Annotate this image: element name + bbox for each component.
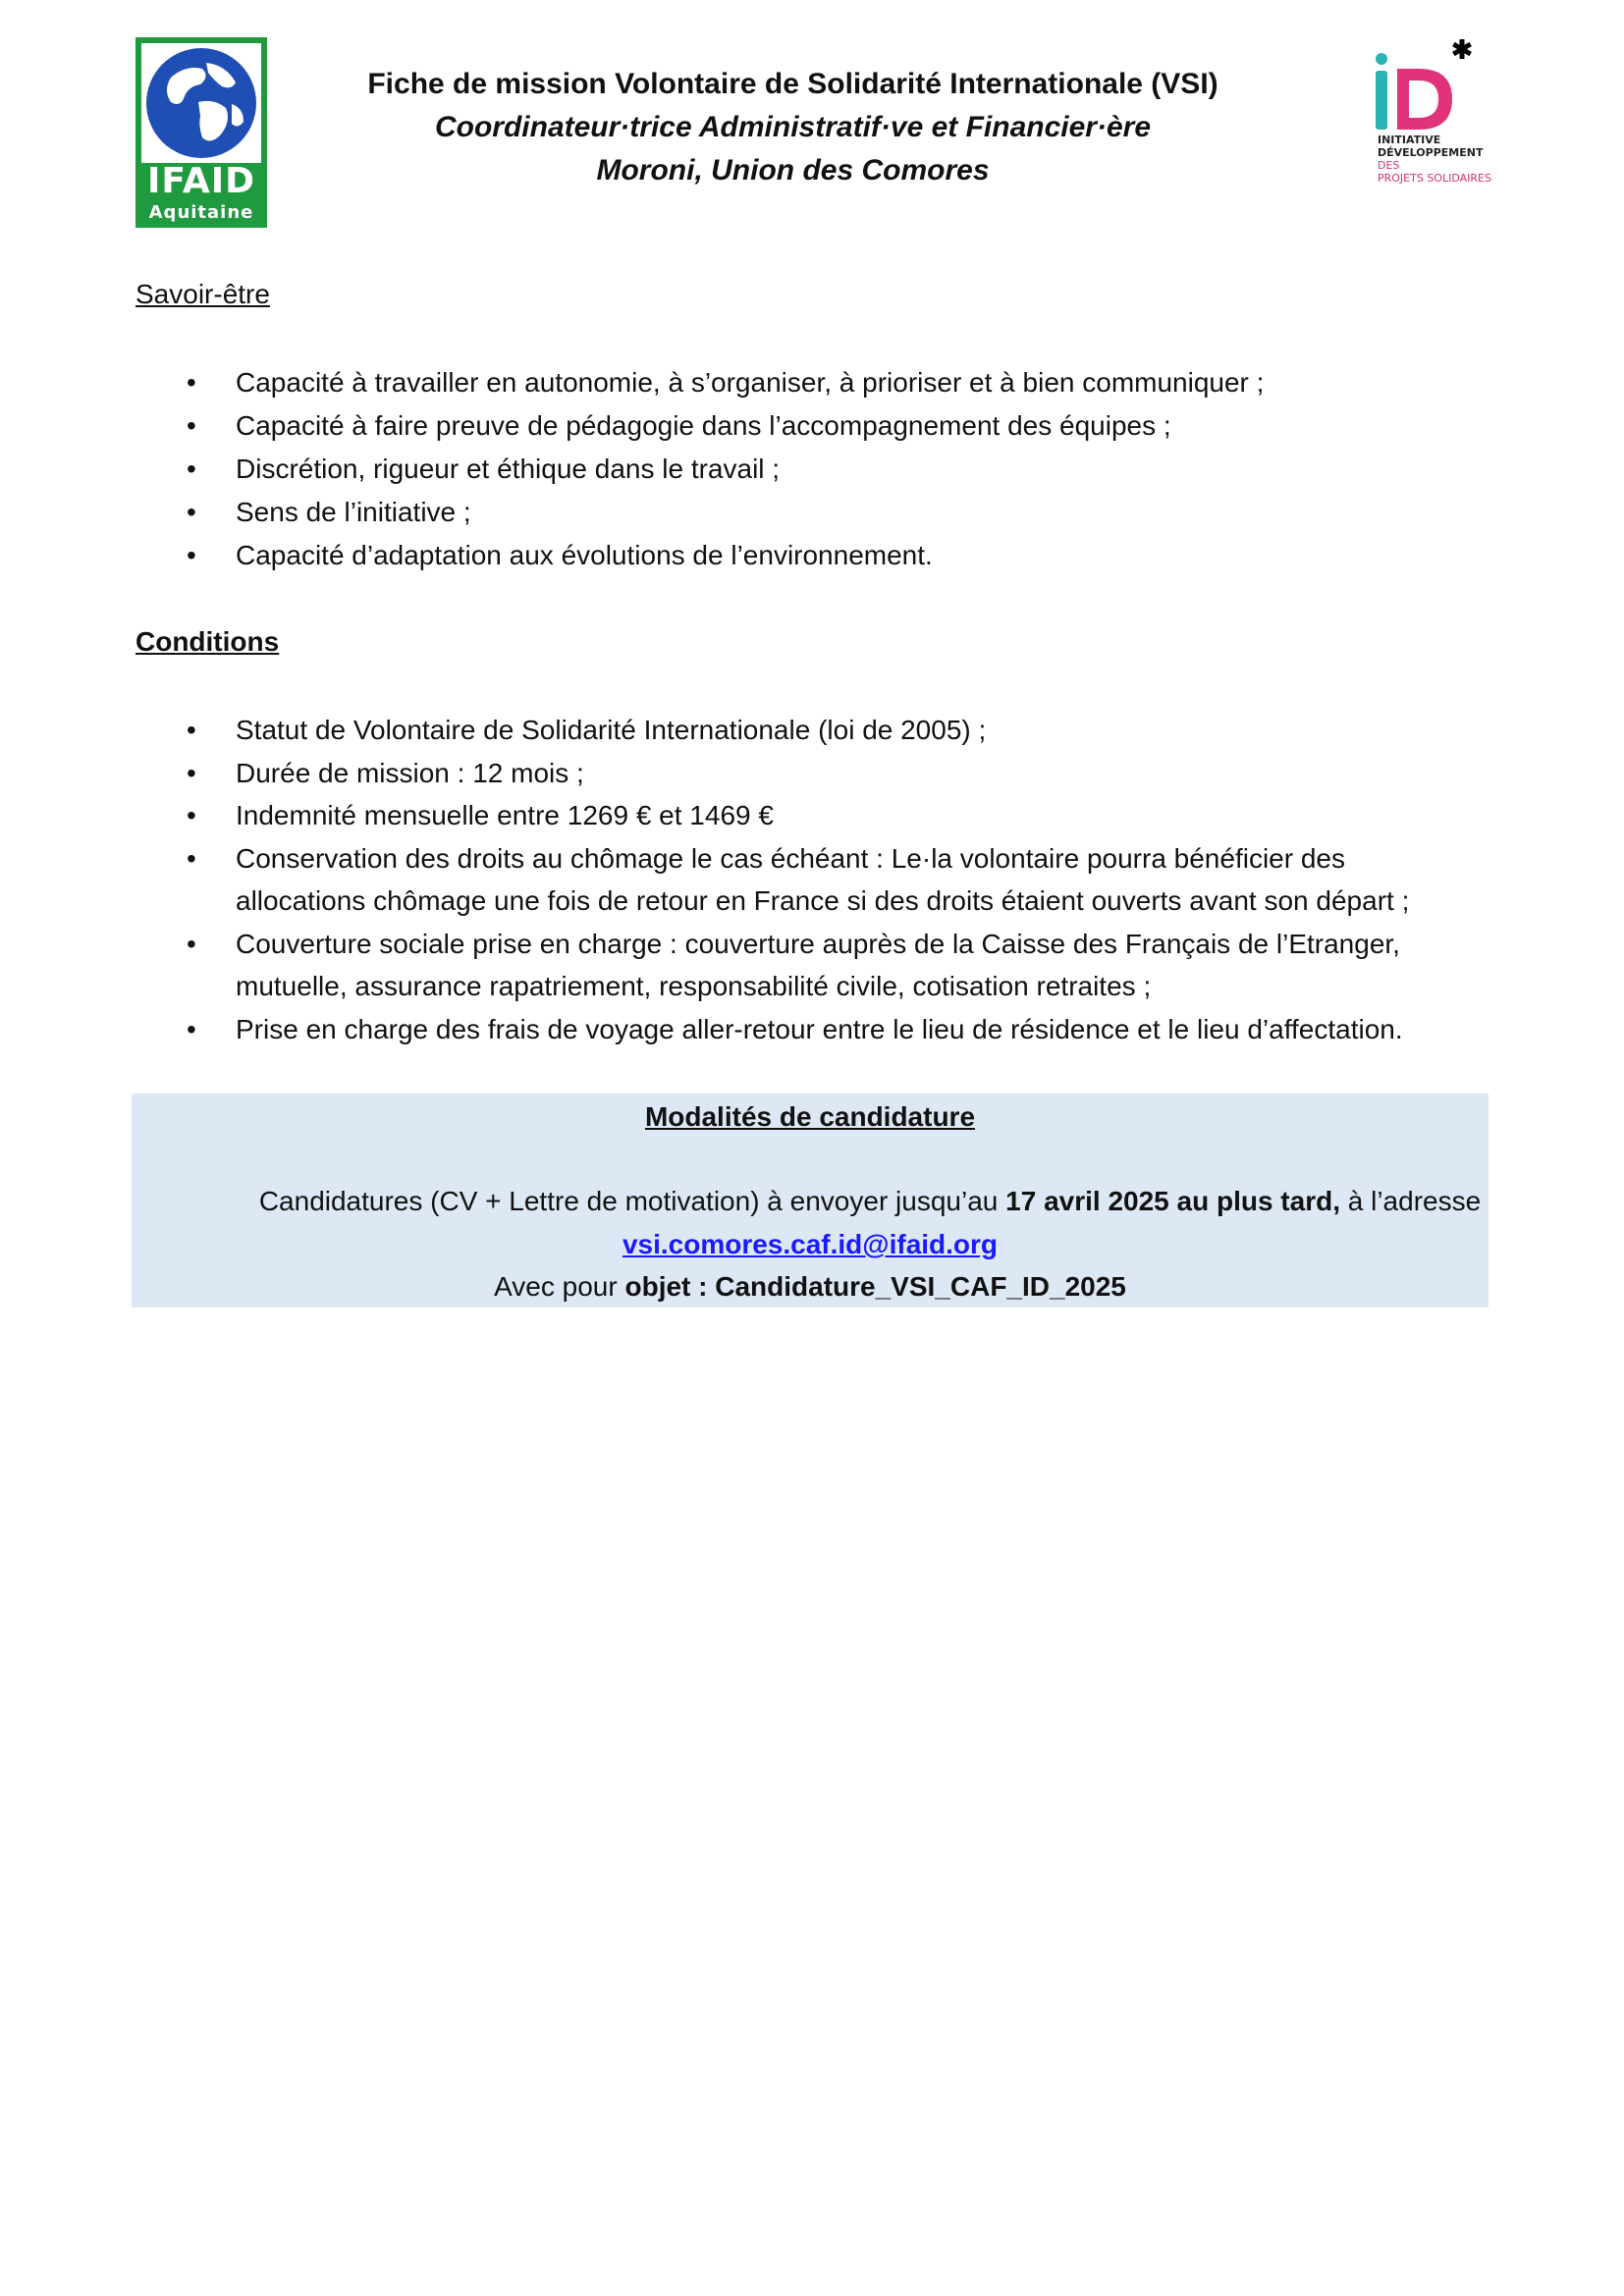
candidature-prefix: Candidatures (CV + Lettre de motivation) à envoyer jusqu’au xyxy=(258,1186,1006,1216)
id-logo-line3: DES xyxy=(1378,159,1400,172)
list-item-continuation xyxy=(135,965,1490,1008)
id-logo-mark-icon xyxy=(1370,35,1507,133)
list-item xyxy=(135,491,1490,534)
list-item xyxy=(135,534,1490,577)
bullet-icon: • xyxy=(187,928,196,959)
id-logo-text xyxy=(1378,133,1515,185)
candidature-email-line xyxy=(132,1223,1489,1266)
list-item-text: Couverture sociale prise en charge : couverture auprès de la Caisse des Français de l’Etranger, xyxy=(236,928,1400,959)
id-logo-line1: INITIATIVE xyxy=(1378,133,1441,146)
list-item-text: mutuelle, assurance rapatriement, responsabilité civile, cotisation retraites ; xyxy=(236,971,1152,1001)
list-item xyxy=(135,448,1490,491)
bullet-icon: • xyxy=(187,757,196,788)
candidature-deadline: 17 avril 2025 au plus tard, xyxy=(1005,1186,1340,1216)
savoir-etre-title: Savoir-être xyxy=(135,279,270,309)
page-title: Fiche de mission Volontaire de Solidarité Internationale (VSI) xyxy=(367,68,1218,100)
list-item-text: Capacité à travailler en autonomie, à s’organiser, à prioriser et à bien communiquer ; xyxy=(236,367,1265,398)
bullet-icon: • xyxy=(187,410,196,441)
bullet-icon: • xyxy=(187,367,196,398)
savoir-etre-list xyxy=(135,361,1490,577)
candidature-suffix: à l’adresse xyxy=(1339,1186,1482,1216)
list-item-text: Statut de Volontaire de Solidarité Internationale (loi de 2005) ; xyxy=(236,715,987,745)
ifaid-brand: IFAID xyxy=(147,161,255,201)
candidature-subject-line xyxy=(132,1265,1489,1308)
bullet-icon: • xyxy=(187,497,196,527)
document-header xyxy=(275,63,1311,192)
subject-prefix: Avec pour xyxy=(494,1271,625,1302)
list-item-continuation xyxy=(135,880,1490,923)
job-title: Coordinateur·trice Administratif·ve et Financier·ère xyxy=(434,111,1152,143)
candidature-title: Modalités de candidature xyxy=(644,1101,976,1132)
ifaid-logo xyxy=(135,37,267,228)
bullet-icon: • xyxy=(187,715,196,745)
job-location: Moroni, Union des Comores xyxy=(596,154,990,187)
id-logo xyxy=(1370,35,1507,202)
candidature-instructions xyxy=(251,1180,1489,1223)
bullet-icon: • xyxy=(187,1013,196,1044)
candidature-box xyxy=(132,1094,1489,1308)
id-logo-line4: PROJETS SOLIDAIRES xyxy=(1378,172,1491,185)
bullet-icon: • xyxy=(187,800,196,830)
list-item-text: Prise en charge des frais de voyage aller-retour entre le lieu de résidence et le lieu d’affectation. xyxy=(236,1013,1403,1044)
list-item-text: Capacité d’adaptation aux évolutions de l’environnement. xyxy=(236,540,933,570)
list-item xyxy=(135,709,1490,752)
conditions-list xyxy=(135,709,1490,1050)
list-item-text: allocations chômage une fois de retour en France si des droits étaient ouverts avant son départ ; xyxy=(236,885,1410,916)
list-item-text: Conservation des droits au chômage le cas échéant : Le·la volontaire pourra bénéficier des xyxy=(236,842,1345,874)
list-item xyxy=(135,837,1490,881)
bullet-icon: • xyxy=(187,454,196,484)
conditions-title: Conditions xyxy=(135,626,280,657)
email-link[interactable]: vsi.comores.caf.id@ifaid.org xyxy=(622,1229,999,1259)
list-item-text: Capacité à faire preuve de pédagogie dans l’accompagnement des équipes ; xyxy=(236,410,1171,441)
list-item-text: Indemnité mensuelle entre 1269 € et 1469 € xyxy=(236,800,774,830)
list-item xyxy=(135,1008,1490,1051)
list-item-text: Durée de mission : 12 mois ; xyxy=(236,757,584,788)
list-item-text: Sens de l’initiative ; xyxy=(236,497,471,527)
globe-icon xyxy=(141,43,261,163)
list-item xyxy=(135,752,1490,795)
list-item-text: Discrétion, rigueur et éthique dans le travail ; xyxy=(236,454,781,484)
subject-value: objet : Candidature_VSI_CAF_ID_2025 xyxy=(624,1271,1126,1302)
ifaid-region: Aquitaine xyxy=(148,202,254,223)
list-item xyxy=(135,923,1490,966)
list-item xyxy=(135,794,1490,837)
bullet-icon: • xyxy=(187,540,196,570)
bullet-icon: • xyxy=(187,842,196,874)
list-item xyxy=(135,361,1490,404)
id-logo-line2: DÉVELOPPEMENT xyxy=(1378,146,1484,159)
list-item xyxy=(135,404,1490,448)
